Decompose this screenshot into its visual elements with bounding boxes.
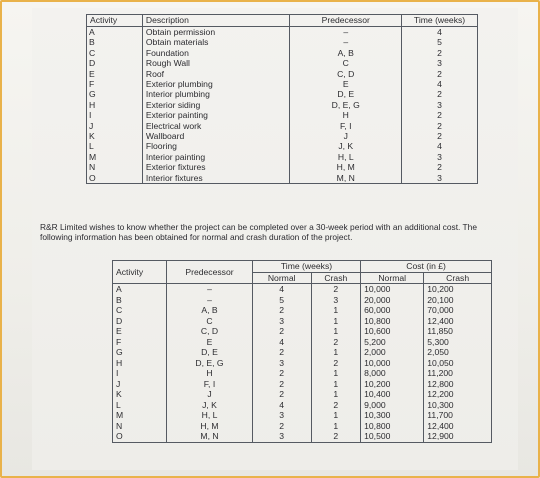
- cell-predecessor: J: [167, 389, 253, 400]
- table-row: [87, 162, 478, 172]
- cell-predecessor: A, B: [167, 305, 253, 316]
- cell-time-crash: 1: [311, 379, 361, 390]
- cell-time: 3: [402, 152, 478, 162]
- activity-description-body: [87, 27, 478, 184]
- cell-time: 2: [402, 162, 478, 172]
- cell-time-crash: 1: [311, 389, 361, 400]
- table-row: [87, 131, 478, 141]
- cell-time-normal: 2: [252, 389, 311, 400]
- cell-cost-normal: 10,800: [361, 421, 424, 432]
- cell-description: Interior plumbing: [142, 89, 290, 99]
- cell-cost-crash: 11,700: [424, 410, 492, 421]
- cell-cost-normal: 10,600: [361, 326, 424, 337]
- cell-cost-crash: 10,300: [424, 400, 492, 411]
- table-row: [87, 141, 478, 151]
- header-description: Description: [142, 15, 290, 27]
- table-row: [87, 152, 478, 162]
- table-row: [113, 379, 492, 390]
- cell-activity: L: [113, 400, 167, 411]
- cell-cost-crash: 12,200: [424, 389, 492, 400]
- cell-time-crash: 2: [311, 431, 361, 442]
- cell-description: Exterior siding: [142, 100, 290, 110]
- cell-cost-crash: 5,300: [424, 337, 492, 348]
- cell-cost-crash: 10,050: [424, 358, 492, 369]
- table-header-row: [113, 261, 492, 273]
- cell-activity: C: [87, 48, 143, 58]
- header-activity: Activity: [87, 15, 143, 27]
- table-row: [87, 89, 478, 99]
- cell-description: Roof: [142, 69, 290, 79]
- cell-activity: B: [113, 295, 167, 306]
- cell-description: Rough Wall: [142, 58, 290, 68]
- table-row: [113, 358, 492, 369]
- cell-time-normal: 3: [252, 431, 311, 442]
- cell-predecessor: –: [167, 295, 253, 306]
- cell-activity: O: [113, 431, 167, 442]
- cell-description: Electrical work: [142, 121, 290, 131]
- table-row: [113, 431, 492, 442]
- cell-activity: O: [87, 173, 143, 184]
- cell-predecessor: M, N: [167, 431, 253, 442]
- cell-description: Foundation: [142, 48, 290, 58]
- cell-time-normal: 2: [252, 368, 311, 379]
- cell-time-crash: 2: [311, 400, 361, 411]
- cell-time-normal: 4: [252, 337, 311, 348]
- table-row: [87, 37, 478, 47]
- cell-activity: A: [87, 27, 143, 38]
- cell-time: 2: [402, 110, 478, 120]
- cell-activity: M: [87, 152, 143, 162]
- header-time-crash: Crash: [311, 272, 361, 284]
- cell-predecessor: H: [167, 368, 253, 379]
- normal-crash-table: [112, 260, 492, 443]
- cell-predecessor: C: [290, 58, 402, 68]
- cell-activity: K: [113, 389, 167, 400]
- cell-time: 3: [402, 100, 478, 110]
- cell-predecessor: –: [167, 284, 253, 295]
- cell-cost-normal: 5,200: [361, 337, 424, 348]
- table-row: [87, 79, 478, 89]
- cell-activity: H: [87, 100, 143, 110]
- table-row: [87, 100, 478, 110]
- cell-cost-normal: 10,000: [361, 284, 424, 295]
- cell-activity: E: [113, 326, 167, 337]
- cell-time-crash: 2: [311, 358, 361, 369]
- cell-cost-normal: 2,000: [361, 347, 424, 358]
- cell-activity: C: [113, 305, 167, 316]
- cell-description: Interior painting: [142, 152, 290, 162]
- cell-activity: B: [87, 37, 143, 47]
- cell-activity: D: [87, 58, 143, 68]
- cell-time: 2: [402, 69, 478, 79]
- cell-description: Obtain materials: [142, 37, 290, 47]
- cell-cost-crash: 12,900: [424, 431, 492, 442]
- cell-time-crash: 1: [311, 410, 361, 421]
- cell-description: Obtain permission: [142, 27, 290, 38]
- cell-time: 2: [402, 121, 478, 131]
- cell-description: Flooring: [142, 141, 290, 151]
- cell-time-normal: 2: [252, 421, 311, 432]
- header-predecessor: Predecessor: [167, 261, 253, 284]
- cell-activity: D: [113, 316, 167, 327]
- cell-activity: I: [113, 368, 167, 379]
- table-row: [113, 326, 492, 337]
- cell-predecessor: C, D: [290, 69, 402, 79]
- cell-time: 5: [402, 37, 478, 47]
- cell-predecessor: J, K: [167, 400, 253, 411]
- header-cost-crash: Crash: [424, 272, 492, 284]
- table-row: [113, 368, 492, 379]
- cell-time-crash: 1: [311, 368, 361, 379]
- cell-cost-crash: 2,050: [424, 347, 492, 358]
- header-time-group: Time (weeks): [252, 261, 360, 273]
- cell-predecessor: H, L: [167, 410, 253, 421]
- cell-time-normal: 3: [252, 410, 311, 421]
- cell-time-normal: 2: [252, 379, 311, 390]
- cell-time-normal: 4: [252, 400, 311, 411]
- cell-time-crash: 1: [311, 326, 361, 337]
- cell-activity: G: [87, 89, 143, 99]
- cell-predecessor: D, E, G: [290, 100, 402, 110]
- cell-cost-crash: 70,000: [424, 305, 492, 316]
- cell-activity: H: [113, 358, 167, 369]
- table-row: [87, 27, 478, 38]
- cell-description: Exterior painting: [142, 110, 290, 120]
- table-row: [113, 316, 492, 327]
- cell-description: Exterior fixtures: [142, 162, 290, 172]
- cell-predecessor: D, E: [167, 347, 253, 358]
- table-row: [113, 337, 492, 348]
- cell-cost-crash: 12,400: [424, 316, 492, 327]
- cell-predecessor: J, K: [290, 141, 402, 151]
- cell-activity: E: [87, 69, 143, 79]
- cell-time: 4: [402, 27, 478, 38]
- header-activity: Activity: [113, 261, 167, 284]
- cell-time-crash: 1: [311, 305, 361, 316]
- cell-predecessor: M, N: [290, 173, 402, 184]
- cell-predecessor: D, E, G: [167, 358, 253, 369]
- table-row: [87, 110, 478, 120]
- cell-time: 4: [402, 79, 478, 89]
- cell-activity: A: [113, 284, 167, 295]
- cell-activity: F: [87, 79, 143, 89]
- header-predecessor: Predecessor: [290, 15, 402, 27]
- cell-cost-normal: 9,000: [361, 400, 424, 411]
- header-cost-normal: Normal: [361, 272, 424, 284]
- table-row: [113, 284, 492, 295]
- cell-time: 4: [402, 141, 478, 151]
- cell-time-normal: 2: [252, 347, 311, 358]
- table-row: [87, 48, 478, 58]
- cell-cost-crash: 12,400: [424, 421, 492, 432]
- cell-description: Exterior plumbing: [142, 79, 290, 89]
- cell-time: 2: [402, 48, 478, 58]
- cell-time-normal: 2: [252, 326, 311, 337]
- cell-predecessor: E: [167, 337, 253, 348]
- cell-cost-crash: 10,200: [424, 284, 492, 295]
- table-row: [87, 121, 478, 131]
- cell-predecessor: C, D: [167, 326, 253, 337]
- cell-activity: M: [113, 410, 167, 421]
- cell-description: Wallboard: [142, 131, 290, 141]
- cell-predecessor: A, B: [290, 48, 402, 58]
- cell-predecessor: H, M: [167, 421, 253, 432]
- header-cost-group: Cost (in £): [361, 261, 492, 273]
- table-row: [113, 400, 492, 411]
- cell-time: 3: [402, 58, 478, 68]
- cell-predecessor: H, M: [290, 162, 402, 172]
- table-header-row: [87, 15, 478, 27]
- cell-cost-normal: 60,000: [361, 305, 424, 316]
- table-row: [87, 173, 478, 184]
- cell-time-crash: 1: [311, 347, 361, 358]
- cell-cost-normal: 10,500: [361, 431, 424, 442]
- cell-time-normal: 3: [252, 358, 311, 369]
- table-row: [113, 295, 492, 306]
- cell-cost-crash: 12,800: [424, 379, 492, 390]
- cell-activity: K: [87, 131, 143, 141]
- cell-time-crash: 2: [311, 337, 361, 348]
- cell-cost-normal: 8,000: [361, 368, 424, 379]
- cell-predecessor: F, I: [167, 379, 253, 390]
- cell-activity: L: [87, 141, 143, 151]
- table-row: [113, 410, 492, 421]
- table-row: [113, 347, 492, 358]
- cell-predecessor: H: [290, 110, 402, 120]
- cell-time-crash: 1: [311, 421, 361, 432]
- header-time-normal: Normal: [252, 272, 311, 284]
- table-row: [113, 389, 492, 400]
- cell-time-crash: 3: [311, 295, 361, 306]
- cell-time: 2: [402, 131, 478, 141]
- cell-cost-normal: 20,000: [361, 295, 424, 306]
- cell-activity: J: [113, 379, 167, 390]
- activity-description-table: [86, 14, 478, 184]
- problem-paragraph: R&R Limited wishes to know whether the project can be completed over a 30-week period with an additional cost. The following information has been obtained for normal and crash duration of the project.: [40, 222, 477, 243]
- table-row: [87, 69, 478, 79]
- cell-time-crash: 1: [311, 316, 361, 327]
- cell-predecessor: J: [290, 131, 402, 141]
- cell-activity: F: [113, 337, 167, 348]
- cell-predecessor: F, I: [290, 121, 402, 131]
- cell-activity: N: [87, 162, 143, 172]
- cell-cost-crash: 20,100: [424, 295, 492, 306]
- cell-time-normal: 5: [252, 295, 311, 306]
- cell-predecessor: C: [167, 316, 253, 327]
- cell-cost-normal: 10,300: [361, 410, 424, 421]
- cell-time-normal: 3: [252, 316, 311, 327]
- cell-time-normal: 2: [252, 305, 311, 316]
- cell-predecessor: –: [290, 27, 402, 38]
- normal-crash-body: [113, 284, 492, 443]
- cell-activity: J: [87, 121, 143, 131]
- cell-activity: G: [113, 347, 167, 358]
- cell-time: 2: [402, 89, 478, 99]
- cell-predecessor: D, E: [290, 89, 402, 99]
- cell-cost-normal: 10,400: [361, 389, 424, 400]
- cell-cost-normal: 10,800: [361, 316, 424, 327]
- cell-time-normal: 4: [252, 284, 311, 295]
- cell-time: 3: [402, 173, 478, 184]
- table-row: [87, 58, 478, 68]
- cell-activity: N: [113, 421, 167, 432]
- cell-predecessor: H, L: [290, 152, 402, 162]
- cell-cost-crash: 11,850: [424, 326, 492, 337]
- cell-cost-crash: 11,200: [424, 368, 492, 379]
- cell-cost-normal: 10,000: [361, 358, 424, 369]
- cell-activity: I: [87, 110, 143, 120]
- cell-time-crash: 2: [311, 284, 361, 295]
- cell-cost-normal: 10,200: [361, 379, 424, 390]
- cell-predecessor: E: [290, 79, 402, 89]
- header-time: Time (weeks): [402, 15, 478, 27]
- cell-description: Interior fixtures: [142, 173, 290, 184]
- cell-predecessor: –: [290, 37, 402, 47]
- table-row: [113, 421, 492, 432]
- table-row: [113, 305, 492, 316]
